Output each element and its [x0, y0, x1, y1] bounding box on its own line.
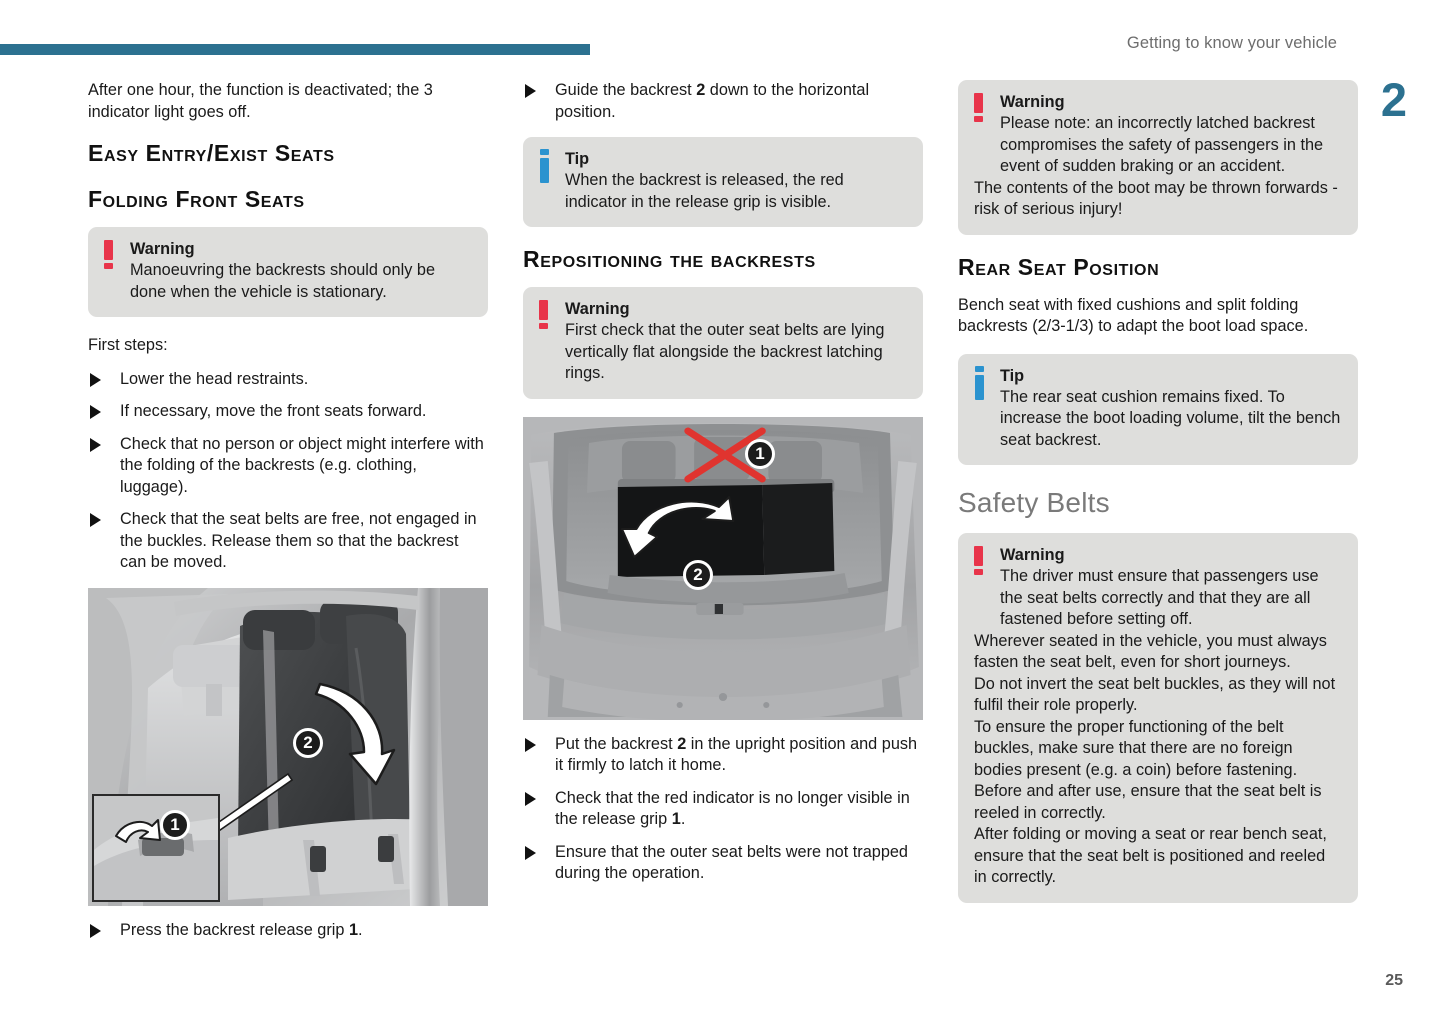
heading-easy-entry-seats: Easy Entry/Exist Seats — [88, 140, 335, 166]
page-number: 25 — [1385, 972, 1403, 989]
heading-rear-seat-position: Rear Seat Position — [958, 253, 1160, 280]
list-item — [523, 80, 923, 123]
boot-illustration — [523, 417, 923, 720]
callout-text: Wherever seated in the vehicle, you must always fasten the seat belt, even for short journeys. — [974, 631, 1327, 671]
list-item-text: Lower the head restraints. — [120, 369, 309, 388]
callout-text: To ensure the proper functioning of the belt buckles, make sure that there are no foreign bodies present (e.g. a coin) before fastening. — [974, 717, 1298, 779]
figure-callout-1: 1 — [745, 439, 775, 469]
left-column — [88, 80, 488, 955]
triangle-bullet-icon — [90, 924, 101, 938]
figure-callout-1: 1 — [160, 810, 190, 840]
warning-icon — [539, 300, 548, 329]
warning-icon — [974, 93, 983, 122]
warning-icon — [974, 546, 983, 575]
rear-seat-paragraph: Bench seat with fixed cushions and split folding backrests (2/3-1/3) to adapt the boot load space. — [958, 295, 1309, 335]
tip-callout-rear-cushion — [958, 354, 1358, 466]
warning-callout-safety-belts — [958, 533, 1358, 903]
step-reference: 2 — [696, 81, 706, 99]
list-item-text-after: in the upright position and push it firmly to latch it home. — [555, 734, 918, 774]
list-item — [523, 788, 923, 831]
callout-label: Warning — [565, 300, 630, 318]
heading-safety-belts: Safety Belts — [958, 487, 1110, 518]
figure-rear-seat-release — [88, 588, 488, 906]
triangle-bullet-icon — [90, 373, 101, 387]
triangle-bullet-icon — [90, 405, 101, 419]
heading-folding-front-seats: Folding Front Seats — [88, 186, 305, 212]
warning-callout-seat-belts-flat — [523, 287, 923, 399]
warning-icon — [104, 240, 113, 269]
list-item — [88, 509, 488, 574]
triangle-bullet-icon — [525, 84, 536, 98]
chapter-number: 2 — [1380, 73, 1407, 126]
callout-text: Before and after use, ensure that the seat belt is reeled in correctly. — [974, 782, 1322, 822]
callout-label: Warning — [1000, 546, 1065, 564]
warning-callout-incorrect-latch — [958, 80, 1358, 235]
list-item-text-before: Check that the red indicator is no longer visible in the release grip — [555, 788, 910, 828]
tip-info-icon — [975, 366, 984, 400]
first-steps-label: First steps: — [88, 336, 168, 354]
middle-column — [523, 80, 923, 955]
list-item — [88, 401, 488, 423]
repositioning-steps-list — [523, 734, 923, 885]
figure-inset-release-grip — [92, 794, 220, 902]
figure-image-boot — [523, 417, 923, 720]
list-item-text-before: Guide the backrest — [555, 81, 697, 99]
callout-text: The rear seat cushion remains fixed. To increase the boot loading volume, tilt the bench seat backrest. — [1000, 387, 1341, 449]
callout-text: First check that the outer seat belts are lying vertically flat alongside the backrest latching rings. — [565, 321, 885, 382]
callout-text: Do not invert the seat belt buckles, as they will not fulfil their role properly. — [974, 674, 1336, 714]
list-item-text: Check that the seat belts are free, not engaged in the buckles. Release them so that the backrest can be moved. — [120, 510, 477, 571]
list-item — [523, 734, 923, 777]
list-item — [88, 920, 488, 942]
list-item-text-after: down to the horizontal position. — [555, 81, 870, 121]
callout-label: Warning — [130, 240, 195, 258]
accent-rule — [0, 44, 590, 55]
figure-callout-2: 2 — [683, 560, 713, 590]
callout-label: Tip — [1000, 366, 1025, 385]
list-item-text: If necessary, move the front seats forward. — [120, 402, 427, 420]
callout-text: Please note: an incorrectly latched backrest compromises the safety of passengers in the event of sudden braking or an accident. — [1000, 114, 1324, 175]
step-reference: 1 — [348, 920, 359, 939]
triangle-bullet-icon — [525, 792, 536, 806]
first-steps-list — [88, 369, 488, 574]
list-item-text: Check that no person or object might interfere with the folding of the backrests (e.g. clothing, luggage). — [120, 434, 484, 496]
callout-text: Manoeuvring the backrests should only be done when the vehicle is stationary. — [130, 261, 436, 301]
intro-paragraph: After one hour, the function is deactivated; the 3 indicator light goes off. — [88, 81, 433, 121]
callout-text: After folding or moving a seat or rear bench seat, ensure that the seat belt is positioned and reeled in correctly. — [974, 825, 1327, 886]
triangle-bullet-icon — [90, 513, 101, 527]
release-grip-detail-illustration — [94, 796, 218, 900]
triangle-bullet-icon — [525, 846, 536, 860]
triangle-bullet-icon — [525, 738, 536, 752]
final-step-list — [88, 920, 488, 942]
guide-backrest-step — [523, 80, 923, 123]
callout-label: Tip — [565, 150, 590, 168]
figure-callout-2: 2 — [293, 728, 323, 758]
page-header-title: Getting to know your vehicle — [1126, 34, 1337, 52]
callout-label: Warning — [1000, 93, 1065, 111]
tip-info-icon — [540, 149, 549, 183]
right-column — [958, 80, 1358, 955]
list-item-text-before: Put the backrest — [555, 734, 678, 753]
callout-text: When the backrest is released, the red indicator in the release grip is visible. — [565, 171, 844, 211]
tip-callout-red-indicator — [523, 137, 923, 227]
triangle-bullet-icon — [90, 438, 101, 452]
warning-callout-manoeuvring — [88, 227, 488, 317]
list-item — [88, 434, 488, 499]
list-item-text-before: Press the backrest release grip — [120, 920, 349, 939]
step-reference: 1 — [671, 810, 681, 828]
page-columns — [88, 80, 1358, 955]
list-item-text-after: . — [680, 810, 686, 828]
figure-image-rear-seat — [88, 588, 488, 906]
heading-repositioning-backrests: Repositioning the backrests — [523, 246, 816, 272]
callout-text: The contents of the boot may be thrown forwards - risk of serious injury! — [974, 178, 1338, 218]
list-item-text-before: Ensure that the outer seat belts were not trapped during the operation. — [555, 842, 908, 882]
list-item — [523, 842, 923, 885]
callout-text: The driver must ensure that passengers use the seat belts correctly and that they are all fastened before setting off. — [1000, 567, 1319, 628]
list-item-text-after: . — [358, 920, 363, 939]
step-reference: 2 — [677, 734, 687, 753]
figure-boot-backrest — [523, 417, 923, 720]
list-item — [88, 369, 488, 391]
